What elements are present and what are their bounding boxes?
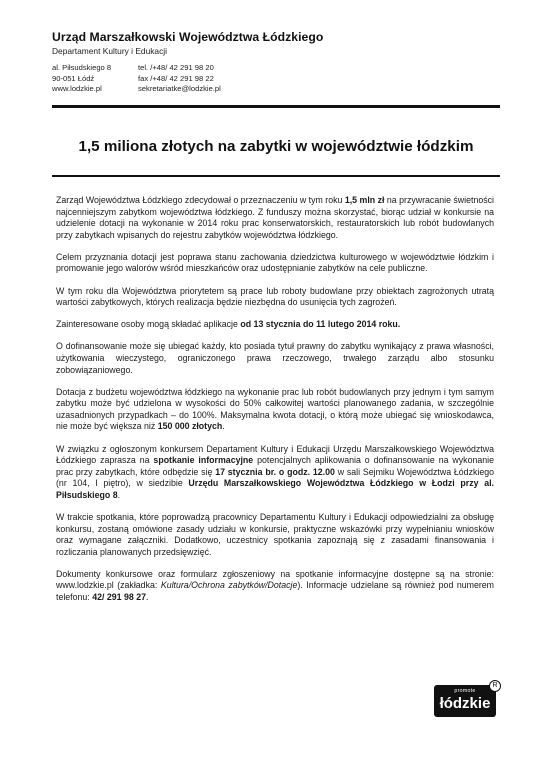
letterhead — [52, 30, 502, 95]
p9-site-section: Kultura/Ochrona zabytków/Dotacje — [160, 580, 298, 591]
p9-text-a: Dokumenty konkursowe oraz formularz zgłoszeniowy na spotkanie informacyjne dostępne są na stronie: www.lodzkie.pl (zakładka: — [56, 568, 494, 591]
p7-text-g: . — [117, 489, 121, 500]
p7-text-e: w sali Sejmiku Województwa Łódzkiego (nr 104, I piętro), w siedzibie — [56, 466, 494, 489]
p4-dates: od 13 stycznia do 11 lutego 2014 roku. — [240, 319, 401, 330]
phone-column — [138, 63, 221, 95]
department-name: Departament Kultury i Edukacji — [52, 46, 167, 56]
paragraph-7 — [56, 444, 494, 502]
title-divider — [52, 175, 500, 177]
logo-tagline: promote — [454, 688, 476, 694]
paragraph-9 — [56, 569, 494, 604]
p6-text-c: . — [222, 421, 225, 432]
p7-text-a: W związku z ogłoszonym konkursem Departament Kultury i Edukacji Urzędu Marszałkowskiego Województwa Łódzkiego zaprasza na — [56, 443, 494, 466]
promote-lodzkie-logo — [434, 685, 496, 717]
paragraph-2: Celem przyznania dotacji jest poprawa stanu zachowania dziedzictwa kulturowego w województwie łódzkim i promowanie jego walorów wśród mieszkańców oraz udostępnianie zabytków na cele publiczne. — [56, 251, 494, 274]
paragraph-1 — [56, 195, 494, 241]
p7-meeting-date: 17 stycznia br. o godz. 12.00 — [215, 466, 335, 477]
paragraph-4 — [56, 319, 494, 331]
paragraph-5: O dofinansowanie może się ubiegać każdy, kto posiada tytuł prawny do zabytku wynikający z prawa własności, użytkowania wieczystego, ograniczonego prawa rzeczowego, trwałego zarządu albo stosunku zobowiązaniowego. — [56, 341, 494, 375]
address-website: www.lodzkie.pl — [52, 84, 102, 93]
p7-venue: Urzędu Marszałkowskiego Województwa Łódzkiego w Łodzi przy al. Piłsudskiego 8 — [56, 478, 494, 500]
address-column — [52, 63, 138, 95]
paragraph-8: W trakcie spotkania, które poprowadzą pracownicy Departamentu Kultury i Edukacji odpowiedzialni za obsługę konkursu, zostaną omówione zasady udziału w konkursie, praktyczne wskazówki przy wypełnianiu wniosków oraz wymagane załączniki. Dodatkowo, uczestnicy spotkania zapoznają się z zasadami finansowania i rozliczania planowanych przedsięwzięć. — [56, 511, 494, 557]
header-divider — [52, 105, 500, 108]
p6-text-a: Dotacja z budżetu województwa łódzkiego na wykonanie prac lub robót budowlanych przy jednym i tym samym zabytku może być udzielona w wysokości do 50% całkowitej wartości planowanego zadania, w szczególnie uzasadnionych przypadkach – do 100%. Maksymalna kwota dotacji, o którą może ubiegać się wnioskodawca, nie może być większa niż — [56, 386, 494, 432]
p9-phone: 42/ 291 98 27 — [92, 592, 147, 603]
page-title: 1,5 miliona złotych na zabytki w województwie łódzkim — [78, 138, 474, 155]
p7-text-c: potencjalnych aplikowania o dofinansowanie na wykonanie prac przy zabytkach, które odbędzie się — [56, 455, 494, 477]
email-address: sekretariatke@lodzkie.pl — [138, 84, 221, 93]
p7-meeting: spotkanie informacyjne — [153, 455, 254, 466]
contact-block — [52, 63, 502, 95]
logo-brand: łódzkie — [439, 695, 491, 712]
address-city: 90-051 Łódź — [52, 73, 95, 83]
organization-name: Urząd Marszałkowski Województwa Łódzkiego — [52, 30, 324, 44]
fax-number: fax /+48/ 42 291 98 22 — [138, 73, 214, 83]
phone-number: tel. /+48/ 42 291 98 20 — [138, 63, 214, 72]
article-body — [56, 195, 494, 614]
p9-text-c: ). Informacje udzielane są również pod numerem telefonu: — [56, 580, 495, 603]
p6-max-amount: 150 000 złotych — [157, 421, 223, 432]
p4-text-a: Zainteresowane osoby mogą składać aplikacje — [56, 319, 241, 330]
paragraph-6 — [56, 387, 494, 433]
paragraph-3: W tym roku dla Województwa priorytetem są prace lub roboty budowlane przy obiektach zagrożonych utratą wartości zabytkowych, których realizacja będzie niezbędna do usunięcia tych zagrożeń. — [56, 285, 494, 308]
p9-text-e: . — [146, 592, 149, 603]
p1-text-c: na przywracanie świetności najcenniejszym zabytkom województwa łódzkiego. Z funduszy można skorzystać, biorąc udział w konkursie na udzielenie dotacji na wykonanie w 2014 roku prac konserwatorskich, restauratorskich lub robót budowlanych przy zabytkach wpisanych do rejestru zabytków województwa łódzkiego. — [56, 195, 494, 240]
p1-text-a: Zarząd Województwa Łódzkiego zdecydował o przeznaczeniu w tym roku — [56, 195, 345, 205]
p1-amount: 1,5 mln zł — [344, 195, 385, 205]
address-street: al. Piłsudskiego 8 — [52, 63, 112, 72]
registered-mark-icon: R — [489, 680, 501, 692]
